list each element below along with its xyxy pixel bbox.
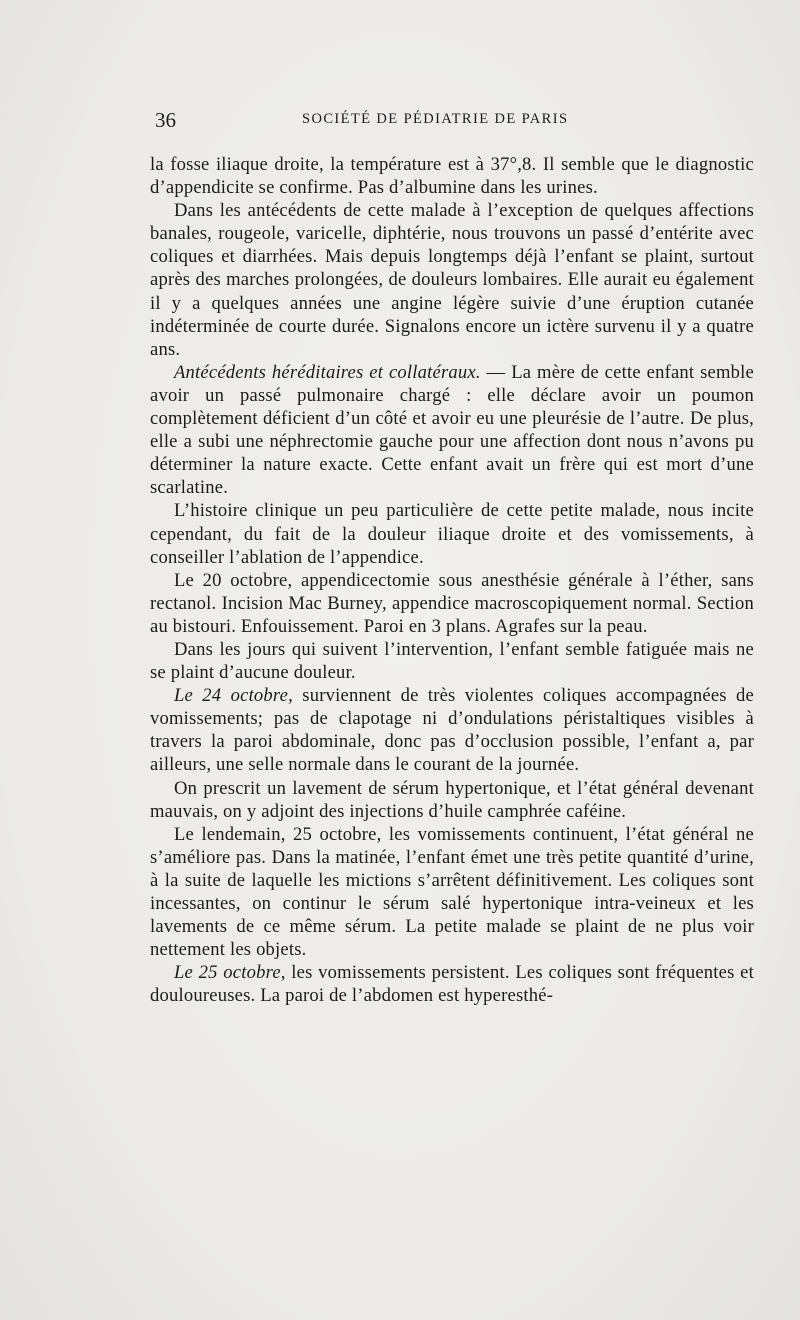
paragraph-text: Le 20 octobre, appendicectomie sous anesthésie générale à l’éther, sans rectanol. Incision Mac Burney, appendice macroscopiquement normal. Section au bistouri. Enfouissement. Paroi en 3 plans. Agrafes sur la peau. xyxy=(150,569,754,637)
paragraph-text: On prescrit un lavement de sérum hypertonique, et l’état général devenant mauvais, on y adjoint des injections d’huile camphrée caféine. xyxy=(150,777,754,822)
page-header xyxy=(155,108,755,144)
paragraph xyxy=(150,777,754,823)
paragraph-text: les vomissements persistent. Les coliques sont fréquentes et douloureuses. La paroi de l’abdomen est hyperesthé- xyxy=(150,962,754,1007)
paragraph xyxy=(150,361,754,500)
paragraph-lead: Le 25 octobre, xyxy=(174,962,286,984)
paragraph xyxy=(150,684,754,776)
paragraph-text: Dans les antécédents de cette malade à l’exception de quelques affections banales, rougeole, varicelle, diphtérie, nous trouvons un passé d’entérite avec coliques et diarrhées. Mais depuis longtemps déjà l’enfant se plaint, surtout après des marches prolongées, de douleurs lombaires. Elle aurait eu également il y a quelques années une angine légère suivie d’une éruption cutanée indéterminée de courte durée. Signalons encore un ictère survenu il y a quatre ans. xyxy=(150,200,754,360)
paragraph xyxy=(150,569,754,638)
paragraph-text: surviennent de très violentes coliques accompagnées de vomissements; pas de clapotage ni d’ondulations péristaltiques visibles à travers la paroi abdominale, donc pas d’occlusion possible, l’enfant a, par ailleurs, une selle normale dans le courant de la journée. xyxy=(150,685,754,776)
paragraph-lead: Antécédents héréditaires et collatéraux. xyxy=(174,361,481,383)
paragraph xyxy=(150,199,754,361)
paragraph-text: Le lendemain, 25 octobre, les vomissements continuent, l’état général ne s’améliore pas. Dans la matinée, l’enfant émet une très petite quantité d’urine, à la suite de laquelle les mictions s’arrêtent définitivement. Les coliques sont incessantes, on continur le sérum salé hypertonique intra-veineux et les lavements de ce même sérum. La petite malade se plaint de ne plus voir nettement les objets. xyxy=(150,823,754,961)
body-text xyxy=(150,153,754,1007)
paragraph-text: — La mère de cette enfant semble avoir un passé pulmonaire chargé : elle déclare avoir un poumon complètement déficient d’un côté et avoir eu une pleurésie de l’autre. De plus, elle a subi une néphrectomie gauche pour une affection dont nous n’avons pu déterminer la nature exacte. Cette enfant avait un frère qui est mort d’une scarlatine. xyxy=(150,361,754,499)
page-number: 36 xyxy=(155,108,176,132)
paragraph-text: L’histoire clinique un peu particulière de cette petite malade, nous incite cependant, du fait de la douleur iliaque droite et des vomissements, à conseiller l’ablation de l’appendice. xyxy=(150,500,754,568)
paragraph-text: Dans les jours qui suivent l’intervention, l’enfant semble fatiguée mais ne se plaint d’aucune douleur. xyxy=(150,638,754,684)
paragraph xyxy=(150,961,754,1007)
paragraph xyxy=(150,638,754,684)
paragraph xyxy=(150,823,754,962)
paragraph-text: la fosse iliaque droite, la température est à 37°,8. Il semble que le diagnostic d’appendicite se confirme. Pas d’albumine dans les urines. xyxy=(150,154,754,199)
paragraph-lead: Le 24 octobre, xyxy=(174,685,293,707)
running-title: SOCIÉTÉ DE PÉDIATRIE DE PARIS xyxy=(302,111,569,127)
paragraph xyxy=(150,499,754,568)
paragraph xyxy=(150,153,754,199)
